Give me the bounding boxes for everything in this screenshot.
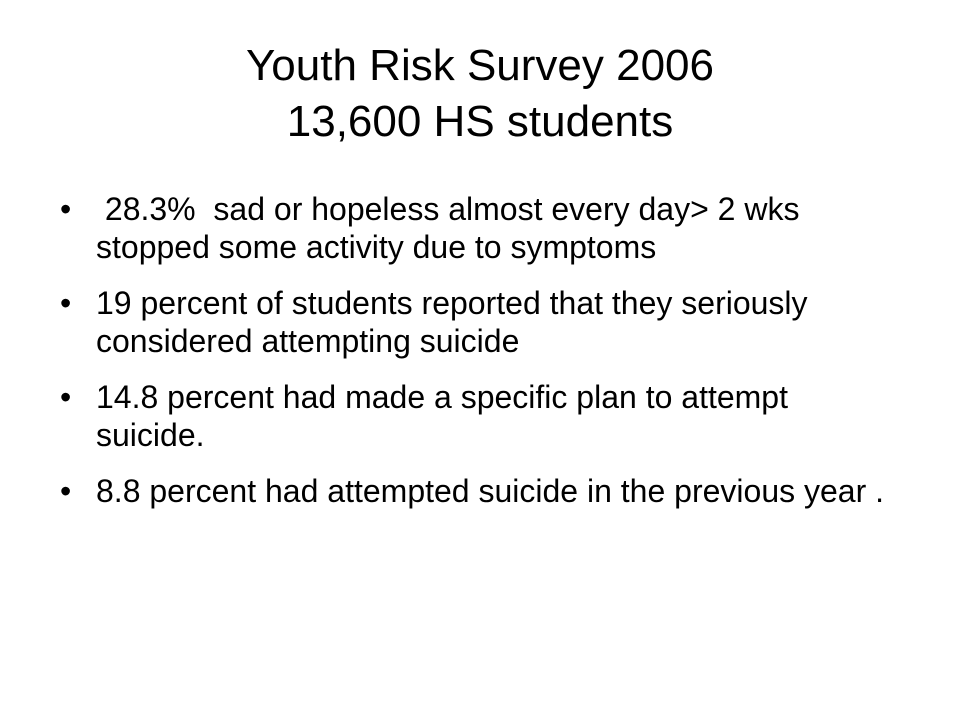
- bullet-dot-icon: •: [60, 473, 72, 509]
- bullet-dot-icon: •: [60, 379, 72, 415]
- bullet-text: 8.8 percent had attempted suicide in the previous year .: [96, 473, 885, 509]
- bullet-text: 19 percent of students reported that they seriously considered attempting suicide: [96, 285, 808, 359]
- slide-title-line-2: 13,600 HS students: [286, 97, 674, 146]
- bullet-dot-icon: •: [60, 191, 72, 227]
- bullet-text: 28.3% sad or hopeless almost every day> 2 wks stopped some activity due to symptoms: [96, 191, 809, 265]
- bullet-item: [56, 378, 886, 454]
- bullet-text: 14.8 percent had made a specific plan to attempt suicide.: [96, 379, 788, 453]
- slide-title: [0, 38, 960, 150]
- bullet-dot-icon: •: [60, 285, 72, 321]
- bullet-item: [56, 472, 886, 510]
- bullet-item: [56, 190, 886, 266]
- bullet-list: [56, 190, 886, 528]
- slide-title-line-1: Youth Risk Survey 2006: [246, 41, 714, 90]
- bullet-item: [56, 284, 886, 360]
